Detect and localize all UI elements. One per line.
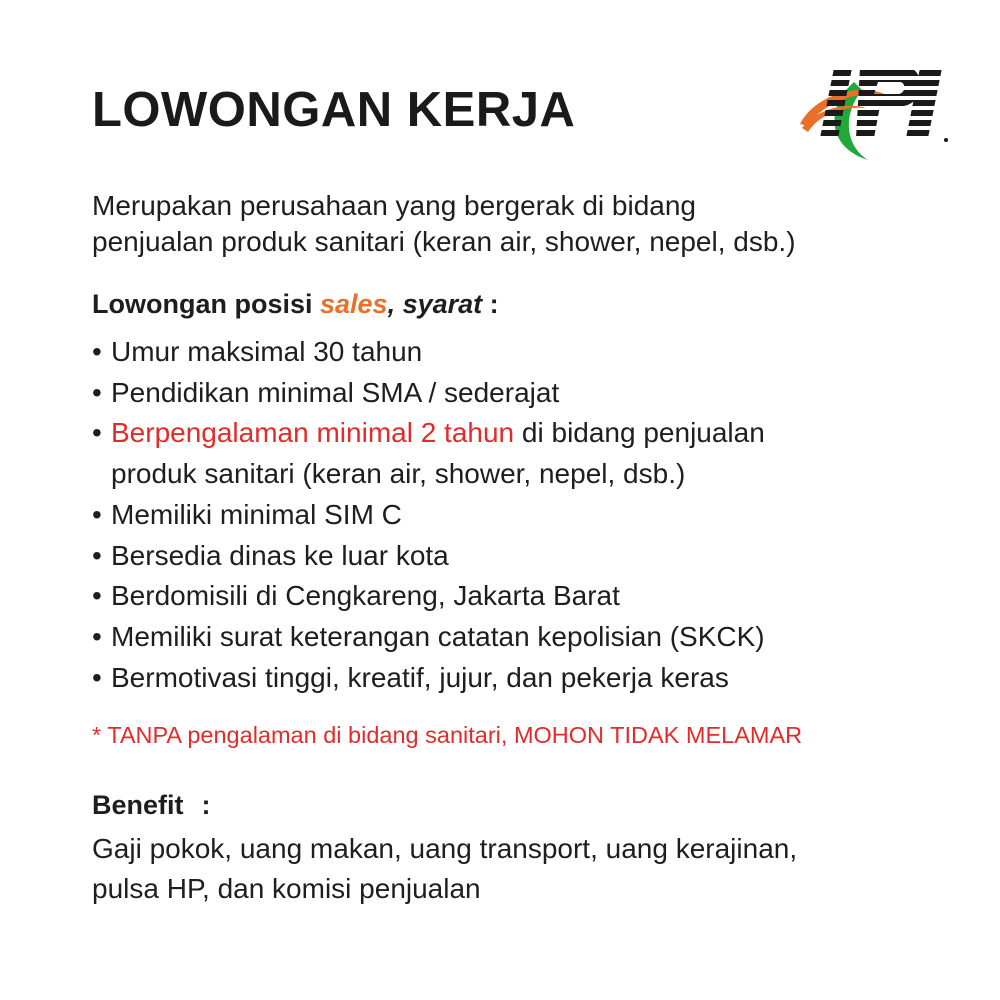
requirements-heading <box>92 286 499 322</box>
list-item <box>92 373 952 414</box>
benefit-line-1: Gaji pokok, uang makan, uang transport, uang kerajinan, <box>92 833 798 864</box>
bullet-icon: • <box>92 620 102 652</box>
bullet-icon: • <box>92 539 102 571</box>
list-item <box>92 576 952 617</box>
bullet-icon: • <box>92 580 102 612</box>
experience-highlight: Berpengalaman minimal 2 tahun <box>111 417 515 449</box>
bullet-icon: • <box>92 336 102 367</box>
list-item-text: Bermotivasi tinggi, kreatif, jujur, dan pekerja keras <box>111 661 729 693</box>
bullet-icon: • <box>92 376 102 408</box>
list-item-experience <box>92 413 952 494</box>
company-description <box>92 188 935 260</box>
benefit-heading <box>92 787 211 823</box>
heading-suffix: : <box>482 289 499 319</box>
benefit-description <box>92 829 912 909</box>
list-item-text: Memiliki surat keterangan catatan kepolisian (SKCK) <box>111 620 765 652</box>
requirements-list <box>92 332 952 698</box>
company-logo-icon <box>796 52 956 172</box>
intro-line-1: Merupakan perusahaan yang bergerak di bidang <box>92 190 696 221</box>
benefit-line-2: pulsa HP, dan komisi penjualan <box>92 873 481 904</box>
heading-prefix: Lowongan posisi <box>92 289 320 319</box>
list-item-text: Bersedia dinas ke luar kota <box>111 539 449 571</box>
list-item <box>92 658 952 699</box>
experience-rest-line-2: produk sanitari (keran air, shower, nepel, dsb.) <box>111 458 686 490</box>
list-item-text: Pendidikan minimal SMA / sederajat <box>111 376 560 408</box>
bullet-icon: • <box>92 661 102 693</box>
list-item <box>92 495 952 536</box>
list-item <box>92 332 952 373</box>
bullet-icon: • <box>92 417 102 449</box>
warning-note: * TANPA pengalaman di bidang sanitari, MOHON TIDAK MELAMAR <box>92 722 803 748</box>
experience-rest-line-1: di bidang penjualan <box>514 417 765 449</box>
page-title: LOWONGAN KERJA <box>92 83 576 137</box>
list-item-text: Berdomisili di Cengkareng, Jakarta Barat <box>111 580 620 612</box>
intro-line-2: penjualan produk sanitari (keran air, shower, nepel, dsb.) <box>92 226 796 257</box>
position-name: sales <box>320 289 388 319</box>
benefit-heading-label: Benefit <box>92 790 184 820</box>
heading-middle: , syarat <box>387 289 483 319</box>
list-item <box>92 617 952 658</box>
list-item-text: Umur maksimal 30 tahun <box>111 336 423 367</box>
benefit-heading-colon: : <box>201 790 211 820</box>
bullet-icon: • <box>92 498 102 530</box>
list-item <box>92 536 952 577</box>
list-item-text: Memiliki minimal SIM C <box>111 498 402 530</box>
